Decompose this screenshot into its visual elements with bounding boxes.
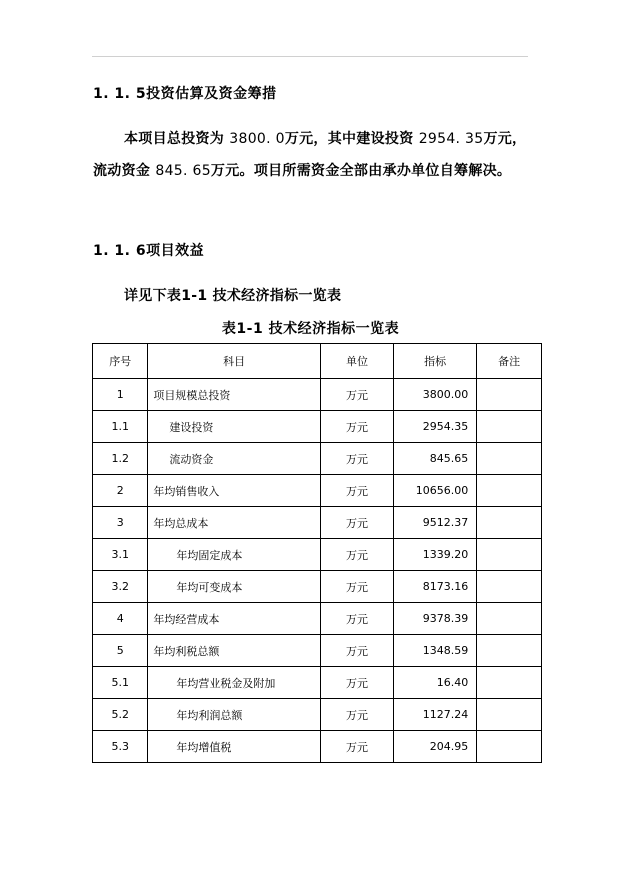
table-caption: 表1-1 技术经济指标一览表: [221, 321, 400, 337]
row-value: 9378.39: [394, 603, 477, 635]
table-intro-text: 详见下表1-1 技术经济指标一览表: [124, 288, 342, 304]
table-header-row: [93, 344, 542, 379]
row-unit: 万元: [320, 571, 393, 603]
header-unit: 单位: [320, 344, 393, 379]
row-name: 项目规模总投资: [148, 379, 320, 411]
row-note: [477, 699, 542, 731]
row-unit: 万元: [320, 667, 393, 699]
row-no: 2: [93, 475, 148, 507]
row-note: [477, 507, 542, 539]
row-name: 年均固定成本: [148, 539, 320, 571]
row-no: 5: [93, 635, 148, 667]
row-value: 9512.37: [394, 507, 477, 539]
indicator-table: [92, 343, 542, 763]
row-value: 204.95: [394, 731, 477, 763]
row-unit: 万元: [320, 603, 393, 635]
table-row: [93, 667, 542, 699]
header-subject: 科目: [148, 344, 320, 379]
row-no: 5.3: [93, 731, 148, 763]
row-unit: 万元: [320, 539, 393, 571]
row-value: 1339.20: [394, 539, 477, 571]
row-value: 16.40: [394, 667, 477, 699]
row-note: [477, 635, 542, 667]
row-no: 5.1: [93, 667, 148, 699]
row-name: 年均增值税: [148, 731, 320, 763]
row-unit: 万元: [320, 699, 393, 731]
row-value: 10656.00: [394, 475, 477, 507]
row-name: 流动资金: [148, 443, 320, 475]
table-row: [93, 731, 542, 763]
header-indicator: 指标: [394, 344, 477, 379]
row-no: 5.2: [93, 699, 148, 731]
row-no: 3.2: [93, 571, 148, 603]
row-value: 845.65: [394, 443, 477, 475]
section-heading-115: 1. 1. 5投资估算及资金筹措: [93, 86, 277, 102]
row-unit: 万元: [320, 475, 393, 507]
row-unit: 万元: [320, 635, 393, 667]
row-name: 建设投资: [148, 411, 320, 443]
row-note: [477, 603, 542, 635]
row-name: 年均可变成本: [148, 571, 320, 603]
table-row: [93, 571, 542, 603]
row-note: [477, 443, 542, 475]
row-no: 3: [93, 507, 148, 539]
row-name: 年均经营成本: [148, 603, 320, 635]
row-value: 1348.59: [394, 635, 477, 667]
row-no: 3.1: [93, 539, 148, 571]
table-row: [93, 603, 542, 635]
row-name: 年均利税总额: [148, 635, 320, 667]
row-name: 年均销售收入: [148, 475, 320, 507]
row-no: 1: [93, 379, 148, 411]
table-row: [93, 635, 542, 667]
row-no: 1.2: [93, 443, 148, 475]
table-row: [93, 539, 542, 571]
header-rule: [92, 56, 528, 57]
row-no: 1.1: [93, 411, 148, 443]
row-note: [477, 539, 542, 571]
table-row: [93, 379, 542, 411]
row-note: [477, 411, 542, 443]
row-note: [477, 667, 542, 699]
table-row: [93, 411, 542, 443]
table-row: [93, 699, 542, 731]
header-no: 序号: [93, 344, 148, 379]
row-unit: 万元: [320, 507, 393, 539]
investment-paragraph-line2: 流动资金 845. 65万元。项目所需资金全部由承办单位自筹解决。: [93, 163, 512, 179]
row-value: 3800.00: [394, 379, 477, 411]
row-value: 1127.24: [394, 699, 477, 731]
row-unit: 万元: [320, 731, 393, 763]
row-note: [477, 379, 542, 411]
row-note: [477, 475, 542, 507]
row-name: 年均总成本: [148, 507, 320, 539]
section-heading-116: 1. 1. 6项目效益: [93, 243, 205, 259]
investment-paragraph-line1: 本项目总投资为 3800. 0万元，其中建设投资 2954. 35万元，: [124, 131, 527, 147]
table-row: [93, 507, 542, 539]
row-unit: 万元: [320, 379, 393, 411]
row-name: 年均营业税金及附加: [148, 667, 320, 699]
row-unit: 万元: [320, 411, 393, 443]
table-row: [93, 475, 542, 507]
row-value: 8173.16: [394, 571, 477, 603]
row-unit: 万元: [320, 443, 393, 475]
row-note: [477, 571, 542, 603]
row-no: 4: [93, 603, 148, 635]
header-remarks: 备注: [477, 344, 542, 379]
row-name: 年均利润总额: [148, 699, 320, 731]
table-row: [93, 443, 542, 475]
row-value: 2954.35: [394, 411, 477, 443]
row-note: [477, 731, 542, 763]
